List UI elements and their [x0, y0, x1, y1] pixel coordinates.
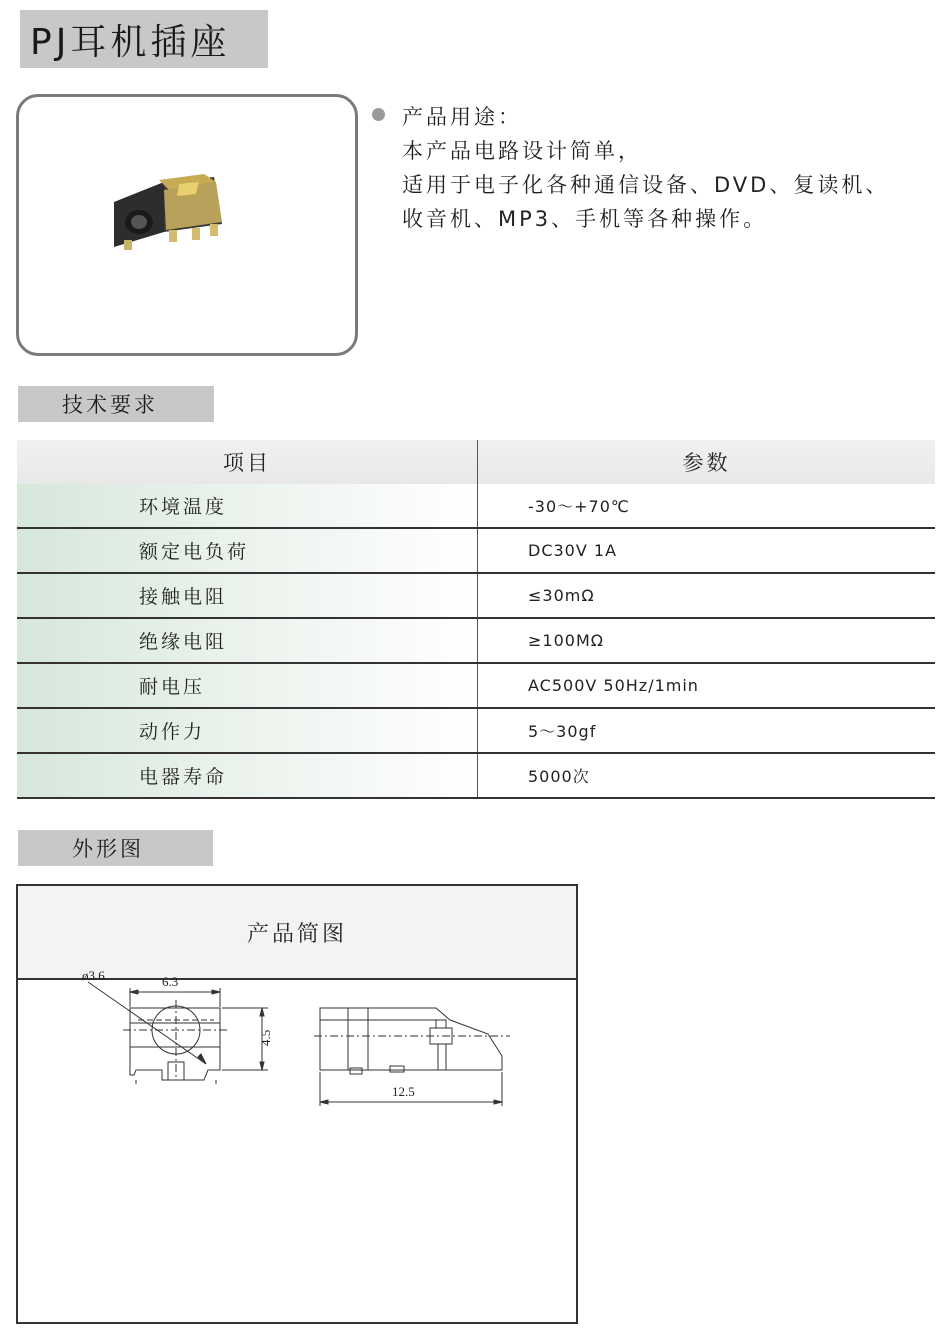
- spec-table: [17, 440, 935, 799]
- table-row: [17, 573, 935, 618]
- row-item: 接触电阻: [17, 573, 478, 618]
- row-item: 环境温度: [17, 484, 478, 528]
- row-value: DC30V 1A: [478, 528, 936, 573]
- tech-heading: 技术要求: [18, 386, 214, 422]
- row-value: ≥100MΩ: [478, 618, 936, 663]
- usage-line: 适用于电子化各种通信设备、DVD、复读机、: [402, 173, 890, 197]
- usage-label: 产品用途：: [402, 105, 522, 129]
- table-row: [17, 484, 935, 528]
- row-item: 电器寿命: [17, 753, 478, 798]
- drawing-frame: [16, 884, 578, 1324]
- table-row: [17, 663, 935, 708]
- column-header-param: 参数: [478, 440, 936, 484]
- row-value: 5～30gf: [478, 708, 936, 753]
- table-row: [17, 618, 935, 663]
- product-photo: [104, 172, 254, 272]
- row-value: 5000次: [478, 753, 936, 798]
- row-value: -30～+70℃: [478, 484, 936, 528]
- row-item: 额定电负荷: [17, 528, 478, 573]
- usage-block: [372, 100, 932, 236]
- dim-width: 6.3: [162, 974, 179, 989]
- table-row: [17, 528, 935, 573]
- bullet-icon: [372, 108, 385, 121]
- usage-line: 收音机、MP3、手机等各种操作。: [402, 207, 768, 231]
- table-header-row: [17, 440, 935, 484]
- table-row: [17, 753, 935, 798]
- row-value: AC500V 50Hz/1min: [478, 663, 936, 708]
- row-item: 动作力: [17, 708, 478, 753]
- usage-line: 本产品电路设计简单，: [402, 139, 642, 163]
- drawing-title: 产品简图: [18, 886, 576, 980]
- row-item: 绝缘电阻: [17, 618, 478, 663]
- technical-drawing: [18, 968, 576, 1322]
- dim-hole: ø3.6: [82, 968, 105, 983]
- dim-height: 4.5: [258, 1029, 273, 1046]
- dim-length: 12.5: [392, 1084, 415, 1099]
- page-title-box: [20, 10, 268, 68]
- product-photo-frame: [16, 94, 358, 356]
- page-title: PJ耳机插座: [30, 21, 231, 63]
- outline-heading: 外形图: [18, 830, 213, 866]
- table-row: [17, 708, 935, 753]
- column-header-item: 项目: [17, 440, 478, 484]
- row-value: ≤30mΩ: [478, 573, 936, 618]
- row-item: 耐电压: [17, 663, 478, 708]
